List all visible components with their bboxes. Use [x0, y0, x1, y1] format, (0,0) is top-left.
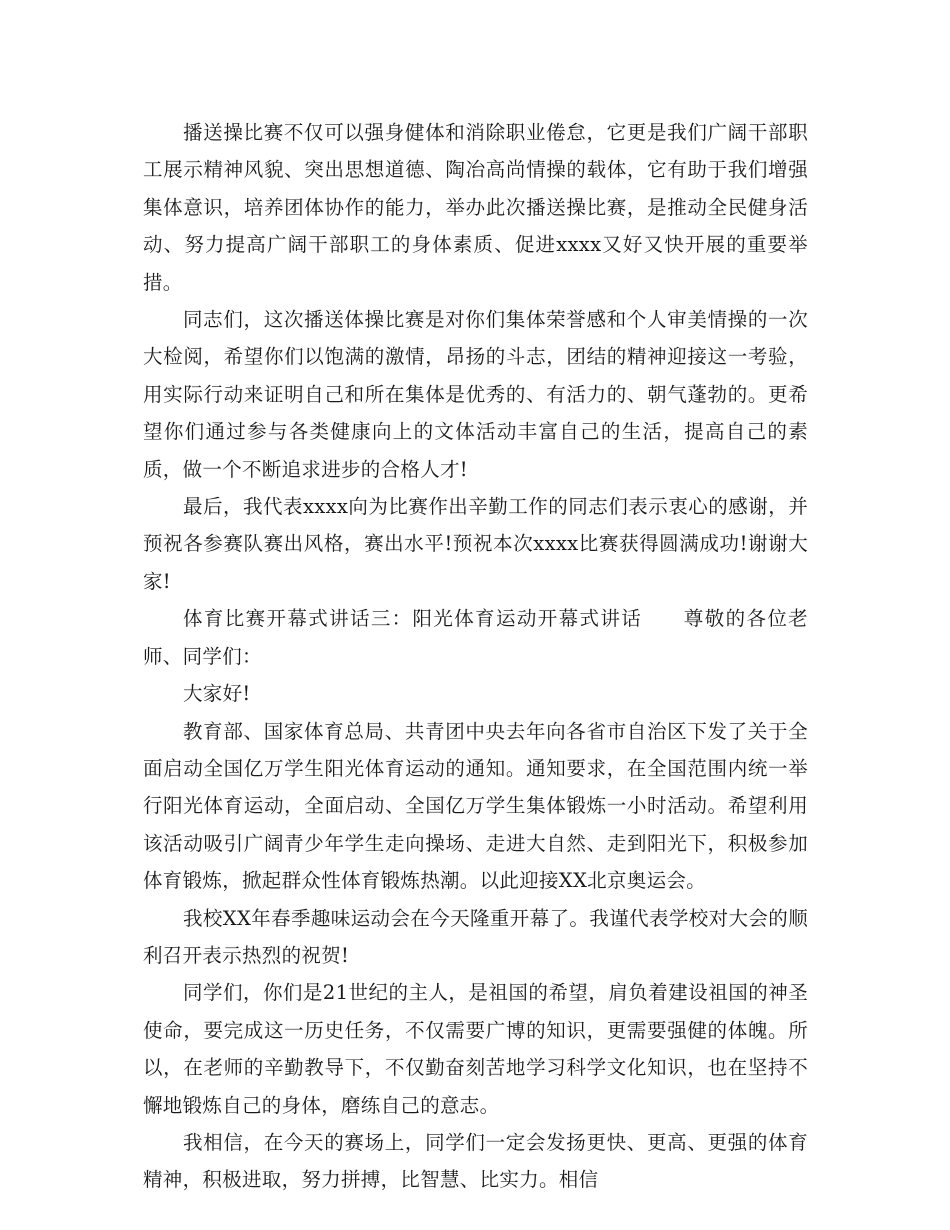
- paragraph-comrades-appeal: 同志们，这次播送体操比赛是对你们集体荣誉感和个人审美情操的一次大检阅，希望你们以饱满的激情，昂扬的斗志，团结的精神迎接这一考验，用实际行动来证明自己和所在集体是优秀的、有活力的、朝气蓬勃的。更希望你们通过参与各类健康向上的文体活动丰富自己的生活，提高自己的素质，做一个不断追求进步的合格人才!: [143, 308, 808, 481]
- paragraph-belief-in-students: 我相信，在今天的赛场上，同学们一定会发扬更快、更高、更强的体育精神，积极进取，努力拼搏，比智慧、比实力。相信: [143, 1130, 808, 1192]
- paragraph-closing-thanks: 最后，我代表xxxx向为比赛作出辛勤工作的同志们表示衷心的感谢，并预祝各参赛队赛出风格，赛出水平!预祝本次xxxx比赛获得圆满成功!谢谢大家!: [143, 495, 808, 593]
- paragraph-speech-three-heading: 体育比赛开幕式讲话三：阳光体育运动开幕式讲话 尊敬的各位老师、同学们：: [143, 607, 808, 668]
- paragraph-students-mission: 同学们，你们是21世纪的主人，是祖国的希望，肩负着建设祖国的神圣使命，要完成这一历史任务，不仅需要广博的知识，更需要强健的体魄。所以，在老师的辛勤教导下，不仅勤奋刻苦地学习科学文化知识，也在坚持不懈地锻炼自己的身体，磨练自己的意志。: [143, 981, 808, 1117]
- paragraph-greeting: 大家好!: [183, 682, 251, 706]
- paragraph-school-games-opening: 我校XX年春季趣味运动会在今天隆重开幕了。我谨代表学校对大会的顺利召开表示热烈的祝贺!: [143, 906, 808, 967]
- paragraph-broadcast-exercise-benefits: 播送操比赛不仅可以强身健体和消除职业倦怠，它更是我们广阔干部职工展示精神风貌、突出思想道德、陶冶高尚情操的载体，它有助于我们增强集体意识，培养团体协作的能力，举办此次播送操比赛，是推动全民健身活动、努力提高广阔干部职工的身体素质、促进xxxx又好又快开展的重要举措。: [143, 121, 808, 294]
- paragraph-sunshine-sports-notice: 教育部、国家体育总局、共青团中央去年向各省市自治区下发了关于全面启动全国亿万学生阳光体育运动的通知。通知要求，在全国范围内统一举行阳光体育运动，全面启动、全国亿万学生集体锻炼一小时活动。希望利用该活动吸引广阔青少年学生走向操场、走进大自然、走到阳光下，积极参加体育锻炼，掀起群众性体育锻炼热潮。以此迎接XX北京奥运会。: [143, 719, 808, 893]
- document-body: [143, 114, 808, 1199]
